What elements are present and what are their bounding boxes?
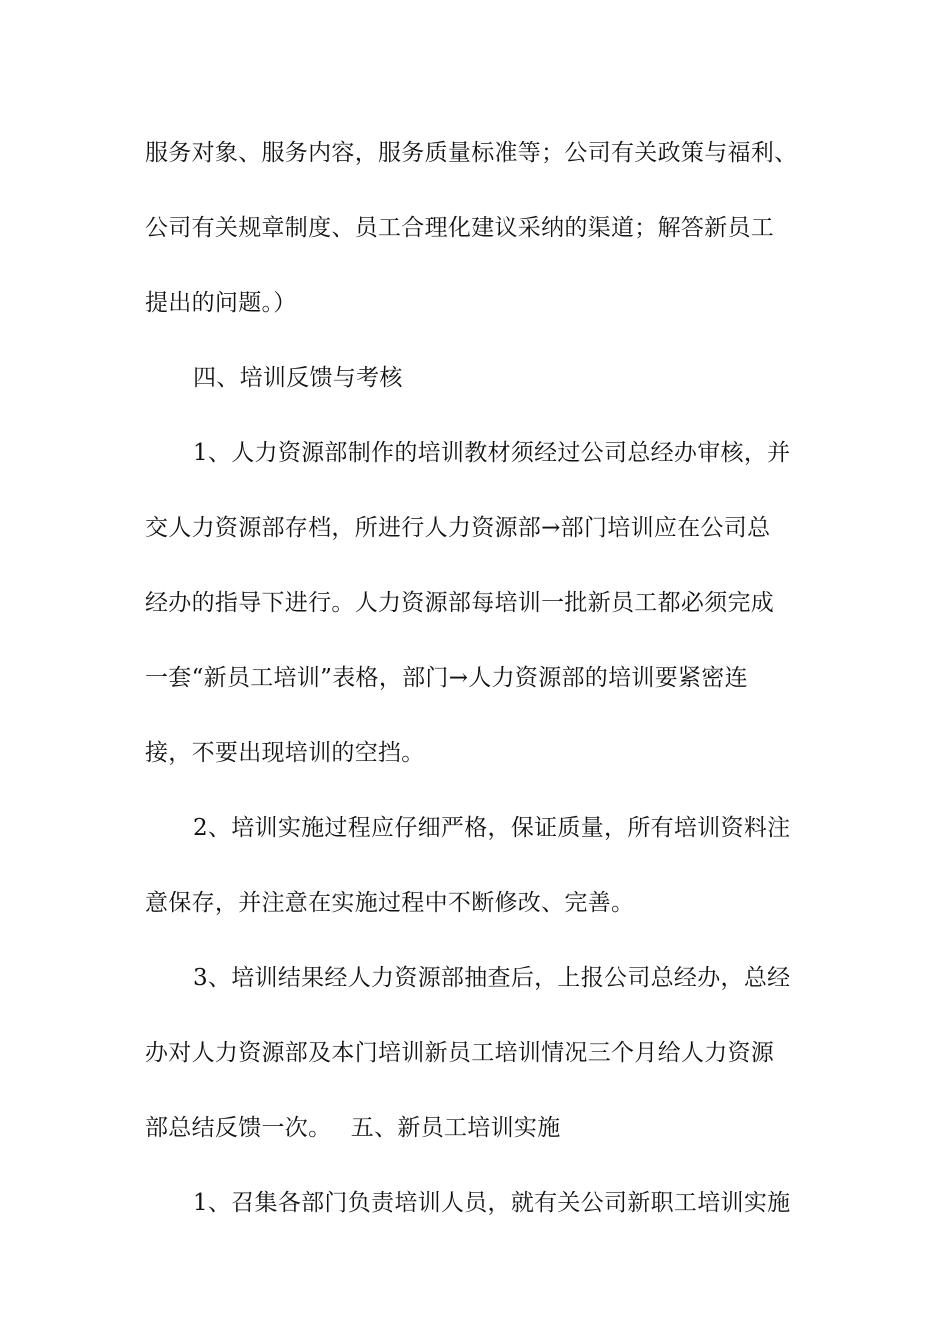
text-line: 一套“新员工培训”表格，部门→人力资源部的培训要紧密连	[145, 665, 748, 691]
text-line: 接，不要出现培训的空挡。	[145, 740, 425, 766]
text-line: 公司有关规章制度、员工合理化建议采纳的渠道；解答新员工	[145, 215, 775, 241]
text-line: 部总结反馈一次。 五、新员工培训实施	[145, 1115, 561, 1141]
text-line: 3、培训结果经人力资源部抽查后，上报公司总经办，总经	[193, 965, 791, 991]
text-line: 2、培训实施过程应仔细严格，保证质量，所有培训资料注	[193, 815, 791, 841]
section-heading: 四、培训反馈与考核	[193, 365, 403, 391]
text-line: 交人力资源部存档，所进行人力资源部→部门培训应在公司总	[145, 515, 771, 541]
text-line: 1、人力资源部制作的培训教材须经过公司总经办审核，并	[193, 440, 791, 466]
text-line: 提出的问题。）	[145, 290, 297, 316]
text-line: 意保存，并注意在实施过程中不断修改、完善。	[145, 890, 635, 916]
text-line: 服务对象、服务内容，服务质量标准等；公司有关政策与福利、	[145, 140, 798, 166]
text-line: 经办的指导下进行。人力资源部每培训一批新员工都必须完成	[145, 590, 775, 616]
text-line: 办对人力资源部及本门培训新员工培训情况三个月给人力资源	[145, 1040, 775, 1066]
text-line: 1、召集各部门负责培训人员，就有关公司新职工培训实施	[193, 1190, 791, 1216]
